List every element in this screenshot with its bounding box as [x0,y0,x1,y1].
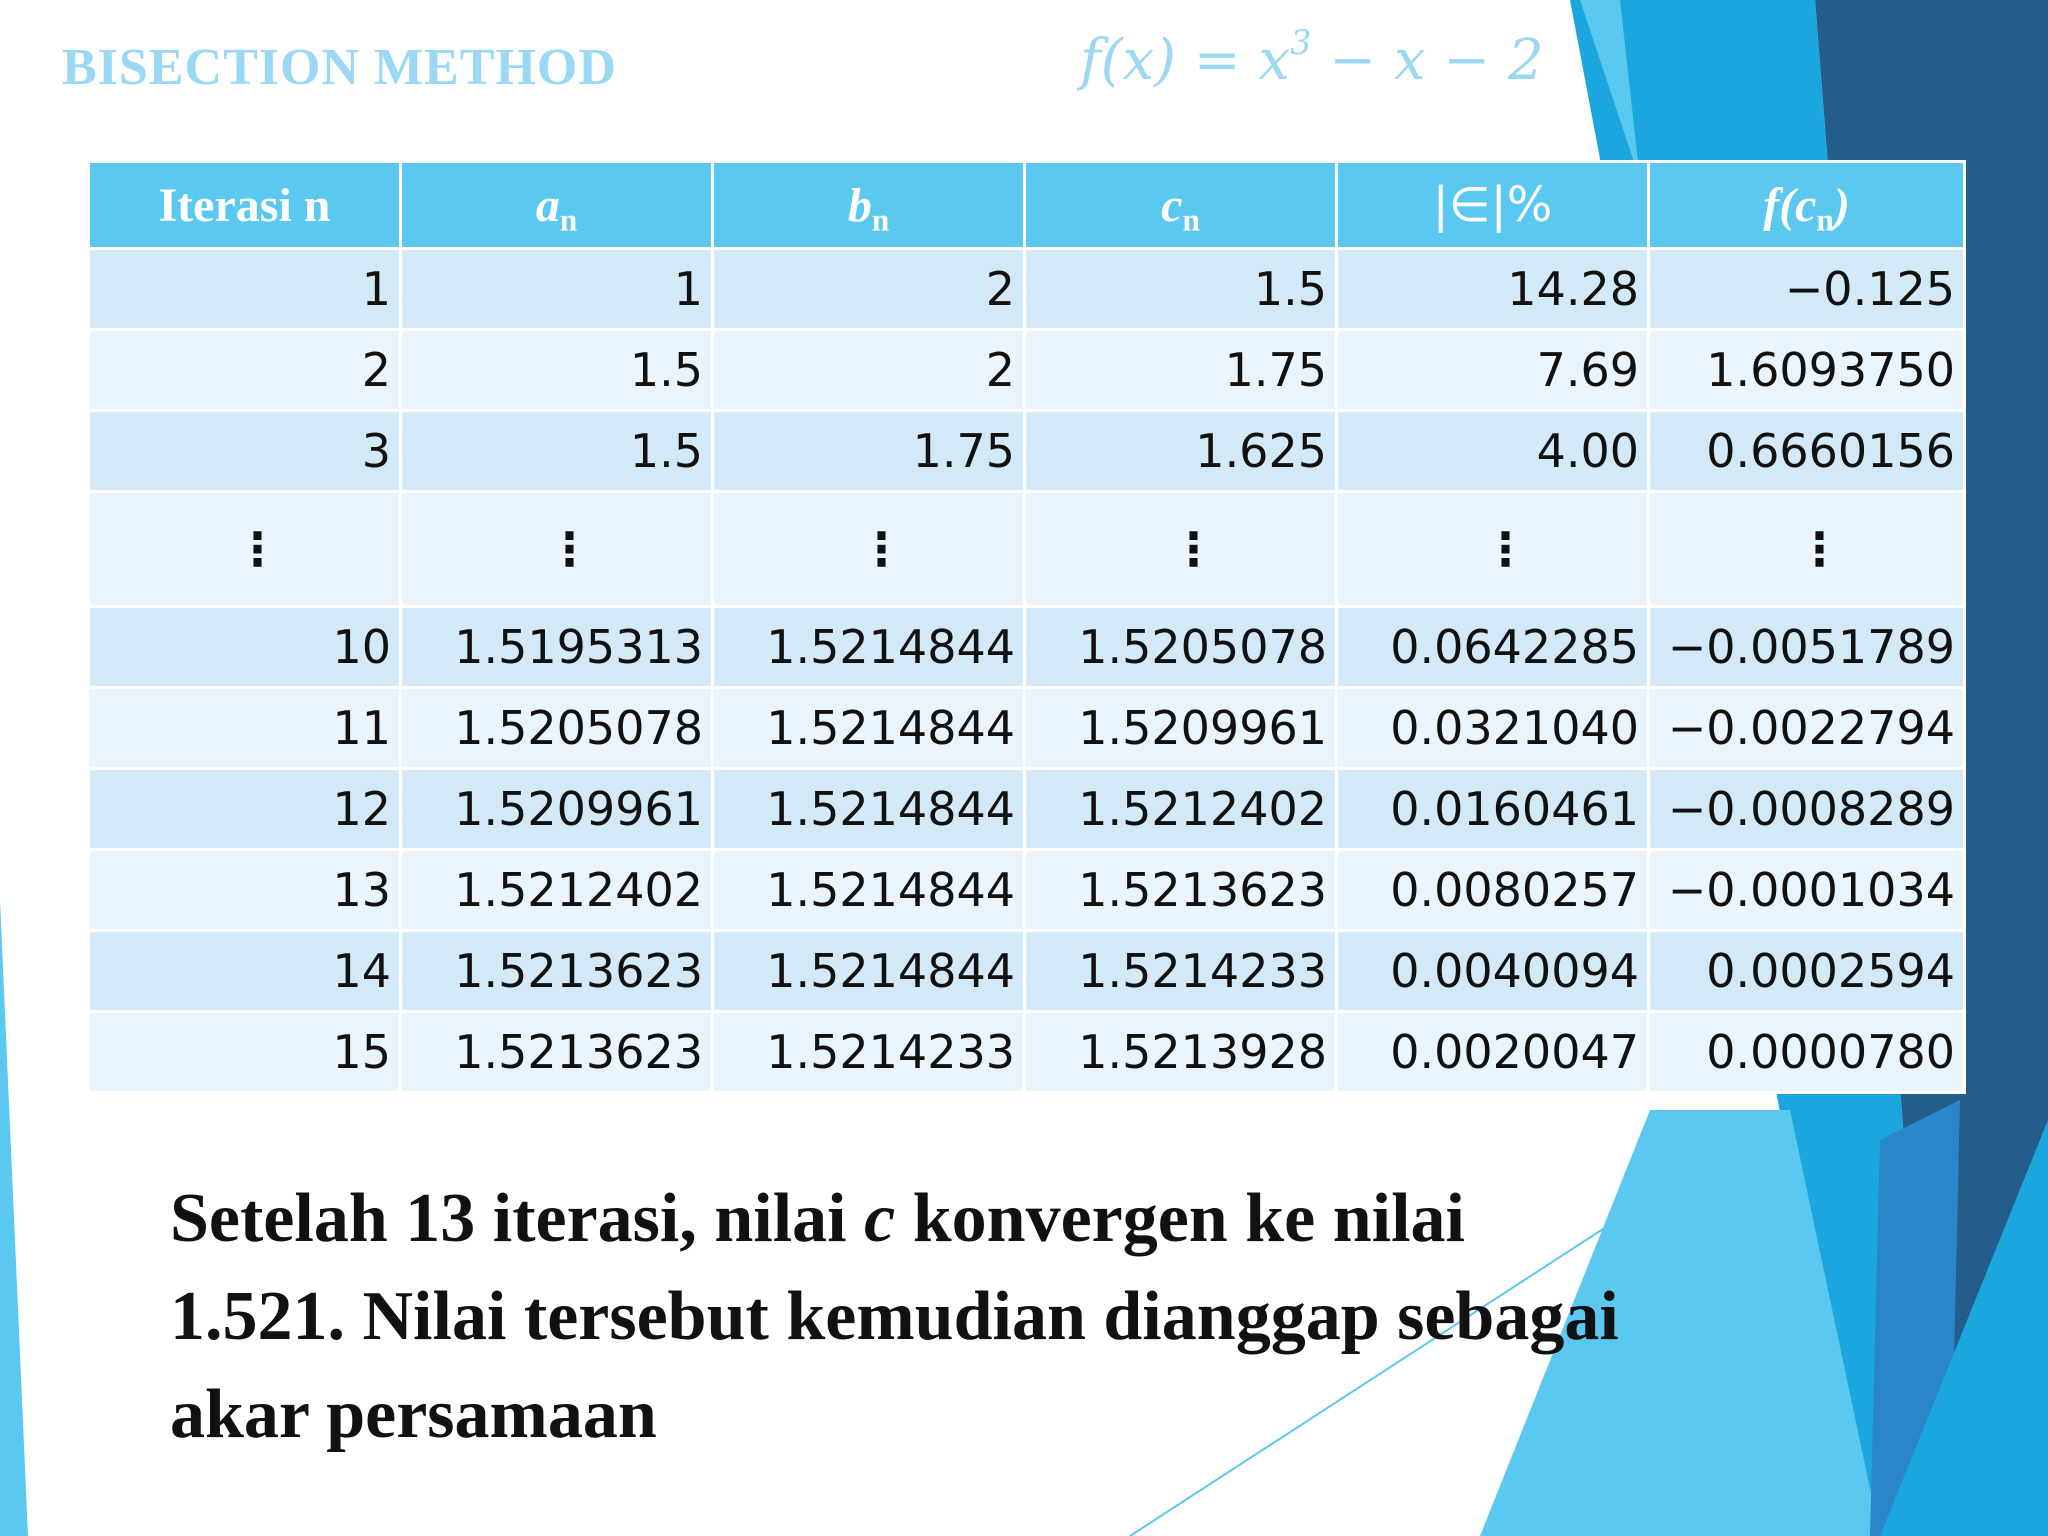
cell-error: 0.0321040 [1337,688,1649,769]
cell-iteration: 10 [89,607,401,688]
cell-c: 1.5213928 [1025,1012,1337,1093]
table-row [89,769,1965,850]
cell-f: −0.125 [1649,249,1965,330]
cell-b: 1.5214844 [713,688,1025,769]
table-row [89,1012,1965,1093]
cell-f: 1.6093750 [1649,330,1965,411]
table-header-row [89,162,1965,249]
cell-iteration: 1 [89,249,401,330]
cell-iteration: 3 [89,411,401,492]
conclusion-text [170,1170,1630,1464]
table-row [89,607,1965,688]
conclusion-part2: konvergen ke nilai 1.521. Nilai tersebut kemudian dianggap sebagai akar persamaan [170,1180,1619,1453]
cell-a: 1.5209961 [401,769,713,850]
cell-iteration: 14 [89,931,401,1012]
cell-f: 0.0002594 [1649,931,1965,1012]
cell-c: 1.5212402 [1025,769,1337,850]
cell-c: 1.5 [1025,249,1337,330]
decor-shape-left [0,900,28,1536]
header-f [1649,162,1965,249]
vertical-ellipsis: ⋮ [546,522,593,576]
cell-error: 0.0040094 [1337,931,1649,1012]
cell-iteration: 2 [89,330,401,411]
ellipsis-cell [401,492,713,607]
cell-error: 0.0160461 [1337,769,1649,850]
cell-b: 2 [713,330,1025,411]
cell-c: 1.625 [1025,411,1337,492]
cell-c: 1.75 [1025,330,1337,411]
cell-error: 0.0642285 [1337,607,1649,688]
header-f-sub: n [1816,201,1834,237]
table-row [89,688,1965,769]
header-f-prefix: f(c [1763,178,1817,232]
vertical-ellipsis: ⋮ [1482,522,1529,576]
cell-b: 1.5214844 [713,607,1025,688]
ellipsis-cell [1025,492,1337,607]
header-f-suffix: ) [1833,178,1850,232]
formula-rhs: − x − 2 [1311,28,1544,93]
cell-a: 1.5 [401,330,713,411]
cell-a: 1 [401,249,713,330]
header-c-sub: n [1182,201,1200,237]
cell-iteration: 12 [89,769,401,850]
cell-f: −0.0008289 [1649,769,1965,850]
cell-a: 1.5205078 [401,688,713,769]
cell-iteration: 11 [89,688,401,769]
cell-b: 1.5214844 [713,850,1025,931]
cell-a: 1.5195313 [401,607,713,688]
cell-f: −0.0001034 [1649,850,1965,931]
vertical-ellipsis: ⋮ [234,522,281,576]
iteration-table [87,160,1966,1094]
table-row [89,850,1965,931]
cell-b: 2 [713,249,1025,330]
cell-c: 1.5205078 [1025,607,1337,688]
table-row [89,411,1965,492]
table-row [89,330,1965,411]
cell-b: 1.5214844 [713,931,1025,1012]
cell-a: 1.5212402 [401,850,713,931]
ellipsis-cell [1649,492,1965,607]
vertical-ellipsis: ⋮ [1796,522,1843,576]
cell-f: 0.0000780 [1649,1012,1965,1093]
cell-error: 14.28 [1337,249,1649,330]
cell-c: 1.5213623 [1025,850,1337,931]
header-c-var: c [1161,178,1183,232]
ellipsis-cell [713,492,1025,607]
vertical-ellipsis: ⋮ [1170,522,1217,576]
cell-b: 1.5214844 [713,769,1025,850]
ellipsis-cell [89,492,401,607]
ellipsis-row [89,492,1965,607]
formula-lhs: f(x) = x [1080,28,1291,93]
vertical-ellipsis: ⋮ [858,522,905,576]
cell-f: −0.0022794 [1649,688,1965,769]
header-b [713,162,1025,249]
header-error: |∈|% [1337,162,1649,249]
cell-iteration: 13 [89,850,401,931]
cell-a: 1.5213623 [401,931,713,1012]
cell-a: 1.5 [401,411,713,492]
cell-c: 1.5214233 [1025,931,1337,1012]
formula-exponent: 3 [1290,22,1312,62]
cell-error: 0.0020047 [1337,1012,1649,1093]
header-c [1025,162,1337,249]
header-iteration: Iterasi n [89,162,401,249]
cell-error: 7.69 [1337,330,1649,411]
cell-b: 1.75 [713,411,1025,492]
header-b-var: b [847,178,872,232]
cell-f: −0.0051789 [1649,607,1965,688]
function-formula [1080,22,1544,93]
slide-title: BISECTION METHOD [62,39,617,96]
cell-error: 0.0080257 [1337,850,1649,931]
table-row [89,249,1965,330]
header-a-var: a [535,178,560,232]
header-a [401,162,713,249]
header-b-sub: n [871,201,890,237]
cell-f: 0.6660156 [1649,411,1965,492]
conclusion-variable: c [864,1180,896,1257]
iteration-table-container [87,160,1963,1094]
table-row [89,931,1965,1012]
ellipsis-cell [1337,492,1649,607]
cell-error: 4.00 [1337,411,1649,492]
cell-a: 1.5213623 [401,1012,713,1093]
cell-c: 1.5209961 [1025,688,1337,769]
conclusion-part1: Setelah 13 iterasi, nilai [170,1180,865,1257]
cell-b: 1.5214233 [713,1012,1025,1093]
cell-iteration: 15 [89,1012,401,1093]
header-a-sub: n [559,201,578,237]
